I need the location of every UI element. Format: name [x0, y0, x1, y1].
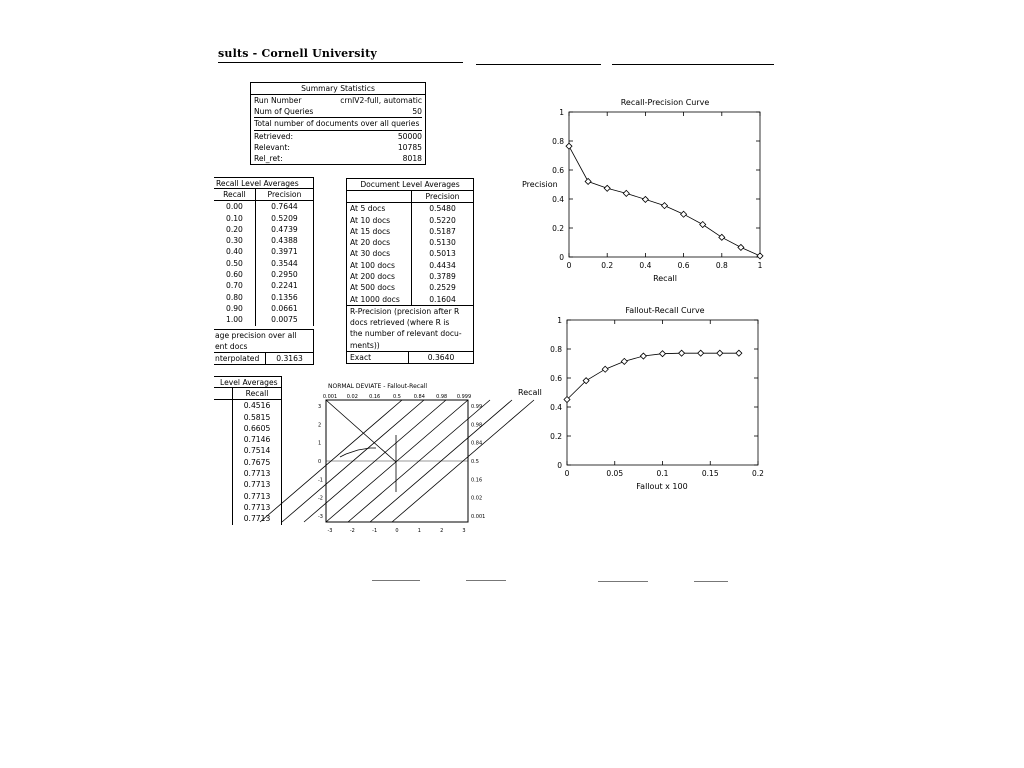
avg-precision-box — [214, 329, 314, 366]
rp-series-line — [569, 146, 760, 256]
rp-ytick-label: 1 — [559, 108, 564, 117]
nd-data-curve — [340, 448, 376, 457]
fallout-table-row — [214, 412, 282, 423]
avg-line-2: ent docs — [214, 341, 313, 353]
recall-table-row-cell: 0.60 — [214, 269, 255, 280]
fr-data-point — [717, 350, 723, 356]
rp-ytick-label: 0.6 — [552, 166, 564, 175]
recall-table-row-cell: 0.40 — [214, 246, 255, 257]
summary-row-queries — [254, 106, 422, 118]
doc-table-row-cell: At 500 docs — [347, 282, 412, 293]
fallout-row-value: 0.7713 — [243, 502, 271, 512]
fallout-row-value: 0.7675 — [243, 457, 271, 467]
doc-table-row-cell: At 200 docs — [347, 271, 412, 282]
rp-data-point — [642, 196, 648, 202]
doc-col-precision-header: Precision — [425, 192, 460, 201]
recall-precision-chart — [510, 92, 780, 286]
nd-right-tick: 0.16 — [471, 477, 483, 484]
fr-xlabel: Fallout x 100 — [636, 482, 688, 491]
rprec-line-3: the number of relevant docu- — [350, 329, 462, 339]
rp-data-point — [738, 244, 744, 250]
fallout-row-index — [214, 412, 233, 423]
rp-ylabel: Precision — [522, 180, 558, 189]
col-precision-header: Precision — [267, 190, 302, 199]
header-rule-left — [218, 62, 463, 63]
rp-xtick-label: 0.6 — [677, 261, 690, 270]
nd-top-tick: 0.5 — [393, 394, 401, 400]
summary-row-run — [254, 95, 422, 106]
recall-table-row — [214, 201, 314, 213]
fr-ytick-label: 0.8 — [550, 345, 562, 354]
recall-table-row-cell: 1.00 — [214, 314, 255, 325]
page-header: sults - Cornell University — [218, 47, 377, 60]
relevant-value: 10785 — [397, 142, 422, 152]
fr-data-point — [621, 358, 627, 364]
avg-row — [214, 353, 313, 364]
rp-data-point — [700, 222, 706, 228]
fallout-row-index — [214, 445, 233, 456]
recall-table-row-cell: 0.5209 — [271, 213, 298, 223]
avg-value: 0.3163 — [276, 353, 303, 363]
recall-table-row-cell: 0.20 — [214, 224, 255, 235]
rprec-line-2: docs retrieved (where R is — [350, 318, 450, 328]
doc-table-row-cell: At 20 docs — [347, 237, 412, 248]
nd-left-tick: -1 — [318, 477, 323, 484]
doc-table-title: Document Level Averages — [346, 178, 474, 190]
summary-row-relret — [254, 153, 422, 164]
rp-ytick-label: 0 — [559, 253, 564, 262]
recall-table-row-cell: 0.3544 — [271, 258, 298, 268]
bottom-artifact-4 — [694, 581, 728, 582]
fallout-row-index — [214, 434, 233, 445]
fallout-table-row — [214, 479, 282, 490]
rp-data-point — [623, 190, 629, 196]
doc-table-row-cell: At 5 docs — [347, 203, 412, 215]
fallout-table-row — [214, 434, 282, 445]
doc-table-row-cell: 0.5130 — [429, 238, 456, 248]
retrieved-value: 50000 — [397, 131, 422, 141]
bottom-artifact-2 — [466, 580, 506, 581]
doc-table-header — [347, 191, 474, 203]
recall-level-averages — [214, 177, 314, 365]
normal-deviate-plot — [312, 380, 486, 536]
fr-data-point — [736, 350, 742, 356]
nd-bottom-tick: 3 — [462, 528, 466, 534]
fallout-table-row — [214, 491, 282, 502]
summary-row-relevant — [254, 142, 422, 153]
nd-right-tick: 0.98 — [471, 422, 483, 429]
fr-xtick-label: 0 — [564, 469, 570, 478]
fr-xtick-label: 0.2 — [752, 469, 764, 478]
fallout-table-row — [214, 513, 282, 524]
rprec-line-4: ments)) — [350, 340, 380, 350]
rp-ytick-label: 0.2 — [552, 224, 564, 233]
fr-plot-frame — [567, 320, 758, 465]
nd-bottom-tick: -3 — [327, 528, 333, 534]
recall-table-row — [214, 314, 314, 325]
doc-table-row-cell: 0.5013 — [429, 249, 456, 259]
header-rule-right — [612, 64, 774, 65]
recall-table-row-cell: 0.1356 — [271, 292, 298, 302]
rp-data-point — [719, 234, 725, 240]
num-queries-label: Num of Queries — [254, 107, 314, 117]
bottom-artifact-1 — [372, 580, 420, 581]
fr-xtick-label: 0.1 — [656, 469, 669, 478]
recall-table-row — [214, 246, 314, 257]
fallout-level-averages — [214, 376, 282, 525]
fallout-table-row — [214, 445, 282, 456]
fr-data-point — [679, 350, 685, 356]
recall-table-row — [214, 303, 314, 314]
fallout-table-row — [214, 400, 282, 412]
fallout-row-index — [214, 502, 233, 513]
retrieved-label: Retrieved: — [254, 131, 294, 141]
rp-xtick-label: 0 — [566, 261, 572, 270]
doc-table-row-cell: At 1000 docs — [347, 294, 412, 306]
fr-data-point — [660, 351, 666, 357]
fallout-table-row — [214, 423, 282, 434]
num-queries-value: 50 — [412, 107, 422, 117]
fr-ytick-label: 0 — [557, 461, 562, 470]
nd-bottom-tick: -1 — [372, 528, 378, 534]
fr-xtick-label: 0.15 — [701, 469, 719, 478]
recall-table-row-cell: 0.7644 — [271, 202, 298, 212]
relevant-label: Relevant: — [254, 142, 290, 152]
nd-left-tick: -2 — [318, 495, 323, 502]
normal-deviate-title: NORMAL DEVIATE - Fallout-Recall — [328, 383, 428, 390]
relret-value: 8018 — [402, 154, 422, 164]
nd-right-tick: 0.99 — [471, 404, 483, 410]
nd-top-tick: 0.98 — [436, 394, 448, 400]
r-precision-box — [346, 306, 474, 352]
fallout-table-title: Level Averages — [214, 376, 282, 388]
nd-left-tick: 3 — [318, 404, 322, 410]
doc-table-row-cell: 0.5480 — [429, 204, 456, 214]
recall-table-title: Recall Level Averages — [214, 177, 314, 188]
run-number-value: crnlV2-full, automatic — [340, 96, 422, 105]
rp-data-point — [681, 211, 687, 217]
fallout-row-value: 0.4516 — [243, 401, 271, 411]
doc-table-row-cell: 0.1604 — [429, 294, 456, 304]
nd-bottom-tick: -2 — [349, 528, 355, 534]
nd-left-tick: 2 — [318, 422, 322, 429]
header-rule-mid — [476, 64, 601, 65]
recall-table-row-cell: 0.00 — [214, 201, 255, 213]
col-recall-header: Recall — [214, 189, 255, 201]
recall-table-row-cell: 0.2950 — [271, 270, 298, 280]
recall-table-row-cell: 0.2241 — [271, 281, 298, 291]
fr-ytick-label: 0.2 — [550, 432, 562, 441]
summary-title: Summary Statistics — [250, 82, 426, 94]
nd-right-tick: 0.02 — [471, 495, 483, 502]
recall-table-row-cell: 0.90 — [214, 303, 255, 314]
doc-table-row-cell: 0.5187 — [429, 226, 456, 236]
nd-top-tick: 0.999 — [456, 394, 472, 400]
bottom-artifact-3 — [598, 581, 648, 582]
recall-table-row — [214, 213, 314, 224]
fallout-row-index — [214, 400, 233, 412]
doc-table-row-cell: At 10 docs — [347, 215, 412, 226]
fallout-row-value: 0.7713 — [243, 491, 271, 501]
recall-table-row — [214, 280, 314, 291]
doc-table-row — [347, 294, 474, 306]
doc-table-row-cell: 0.5220 — [429, 215, 456, 225]
rp-data-point — [662, 203, 668, 209]
rp-xtick-label: 0.8 — [715, 261, 728, 270]
nd-right-tick: 0.84 — [471, 440, 483, 447]
doc-table-row — [347, 248, 474, 259]
fr-series-line — [567, 353, 739, 399]
doc-table-row — [347, 282, 474, 293]
summary-statistics — [250, 82, 426, 165]
document-level-averages — [346, 178, 474, 364]
fr-chart-title: Fallout-Recall Curve — [625, 306, 705, 315]
rp-xlabel: Recall — [653, 274, 677, 283]
fallout-row-index — [214, 457, 233, 468]
doc-table-row — [347, 203, 474, 215]
fallout-row-value: 0.7713 — [243, 514, 271, 524]
rprec-line-1: R-Precision (precision after R — [350, 306, 460, 316]
fr-ytick-label: 0.6 — [550, 374, 562, 383]
doc-table — [346, 190, 474, 306]
rp-data-point — [757, 253, 763, 259]
fallout-table-row — [214, 468, 282, 479]
fallout-table-row — [214, 457, 282, 468]
recall-table-row-cell: 0.80 — [214, 292, 255, 303]
fr-data-point — [640, 353, 646, 359]
fallout-col-recall-header: Recall — [245, 389, 269, 398]
fallout-row-value: 0.5815 — [243, 412, 271, 422]
recall-table-row — [214, 224, 314, 235]
fr-xtick-label: 0.05 — [606, 469, 624, 478]
nd-right-tick: 0.001 — [471, 514, 486, 520]
rp-data-point — [585, 178, 591, 184]
rp-xtick-label: 0.2 — [601, 261, 614, 270]
recall-table-row-cell: 0.10 — [214, 213, 255, 224]
rp-ytick-label: 0.8 — [552, 137, 564, 146]
rp-chart-title: Recall-Precision Curve — [620, 98, 710, 107]
fr-data-point — [698, 350, 704, 356]
exact-label: Exact — [347, 352, 409, 363]
fallout-table — [214, 388, 282, 525]
doc-table-row-cell: At 100 docs — [347, 260, 412, 271]
nd-bottom-tick: 0 — [395, 528, 399, 534]
recall-table-row-cell: 0.0075 — [271, 315, 298, 325]
exact-row — [346, 352, 474, 364]
recall-table-row-cell: 0.70 — [214, 280, 255, 291]
summary-body — [250, 94, 426, 165]
nd-bottom-tick: 2 — [440, 528, 444, 534]
recall-table-row-cell: 0.4739 — [271, 224, 298, 234]
nd-bottom-tick: 1 — [417, 528, 421, 534]
fallout-row-value: 0.7713 — [243, 480, 271, 490]
nd-left-tick: -3 — [318, 514, 323, 520]
nd-anti-diagonal — [326, 400, 396, 462]
recall-table-row — [214, 235, 314, 246]
nd-left-tick: 0 — [318, 459, 322, 465]
nd-top-tick: 0.001 — [322, 394, 338, 400]
fallout-row-value: 0.7713 — [243, 469, 271, 479]
rp-xtick-label: 1 — [757, 261, 763, 270]
recall-table-row-cell: 0.0661 — [271, 303, 298, 313]
run-number-label: Run Number — [254, 96, 302, 105]
doc-table-row-cell: 0.2529 — [429, 283, 456, 293]
recall-table-row-cell: 0.50 — [214, 258, 255, 269]
avg-label: nterpolated — [214, 353, 266, 364]
fallout-row-value: 0.7514 — [243, 446, 271, 456]
nd-right-tick: 0.5 — [471, 459, 479, 465]
doc-table-row — [347, 215, 474, 226]
rp-data-point — [604, 185, 610, 191]
doc-table-row — [347, 226, 474, 237]
nd-top-tick: 0.84 — [413, 394, 425, 400]
fr-ytick-label: 1 — [557, 316, 562, 325]
fallout-row-index — [214, 513, 233, 524]
rp-xtick-label: 0.4 — [639, 261, 652, 270]
doc-table-row-cell: At 30 docs — [347, 248, 412, 259]
fr-data-point — [602, 366, 608, 372]
nd-top-tick: 0.16 — [369, 394, 381, 400]
fr-ytick-label: 0.4 — [550, 403, 562, 412]
fr-ylabel: Recall — [518, 388, 542, 397]
recall-table-row-cell: 0.4388 — [271, 236, 298, 246]
exact-value: 0.3640 — [427, 352, 455, 362]
fallout-recall-chart — [510, 300, 780, 496]
fallout-table-row — [214, 502, 282, 513]
avg-line-1: age precision over all — [215, 330, 297, 340]
fallout-row-index — [214, 491, 233, 502]
recall-table-row-cell: 0.30 — [214, 235, 255, 246]
rp-ytick-label: 0.4 — [552, 195, 564, 204]
recall-table-row — [214, 269, 314, 280]
recall-table — [214, 188, 314, 326]
recall-table-row — [214, 292, 314, 303]
fallout-table-header — [214, 388, 282, 400]
doc-table-row — [347, 237, 474, 248]
fallout-row-value: 0.6605 — [243, 423, 271, 433]
nd-top-tick: 0.02 — [346, 394, 358, 400]
rp-data-point — [566, 143, 572, 149]
doc-table-row — [347, 271, 474, 282]
doc-table-row — [347, 260, 474, 271]
fallout-row-index — [214, 479, 233, 490]
doc-table-row-cell: At 15 docs — [347, 226, 412, 237]
recall-table-row-cell: 0.3971 — [271, 247, 298, 257]
nd-left-tick: 1 — [318, 440, 322, 447]
fallout-row-index — [214, 468, 233, 479]
total-docs-label: Total number of documents over all queries — [254, 118, 422, 130]
fallout-row-index — [214, 423, 233, 434]
recall-table-row — [214, 258, 314, 269]
recall-table-header — [214, 189, 314, 201]
relret-label: Rel_ret: — [254, 154, 283, 164]
doc-table-row-cell: 0.3789 — [429, 272, 456, 282]
fallout-row-value: 0.7146 — [243, 435, 271, 445]
summary-row-retrieved — [254, 131, 422, 142]
doc-table-row-cell: 0.4434 — [429, 260, 456, 270]
